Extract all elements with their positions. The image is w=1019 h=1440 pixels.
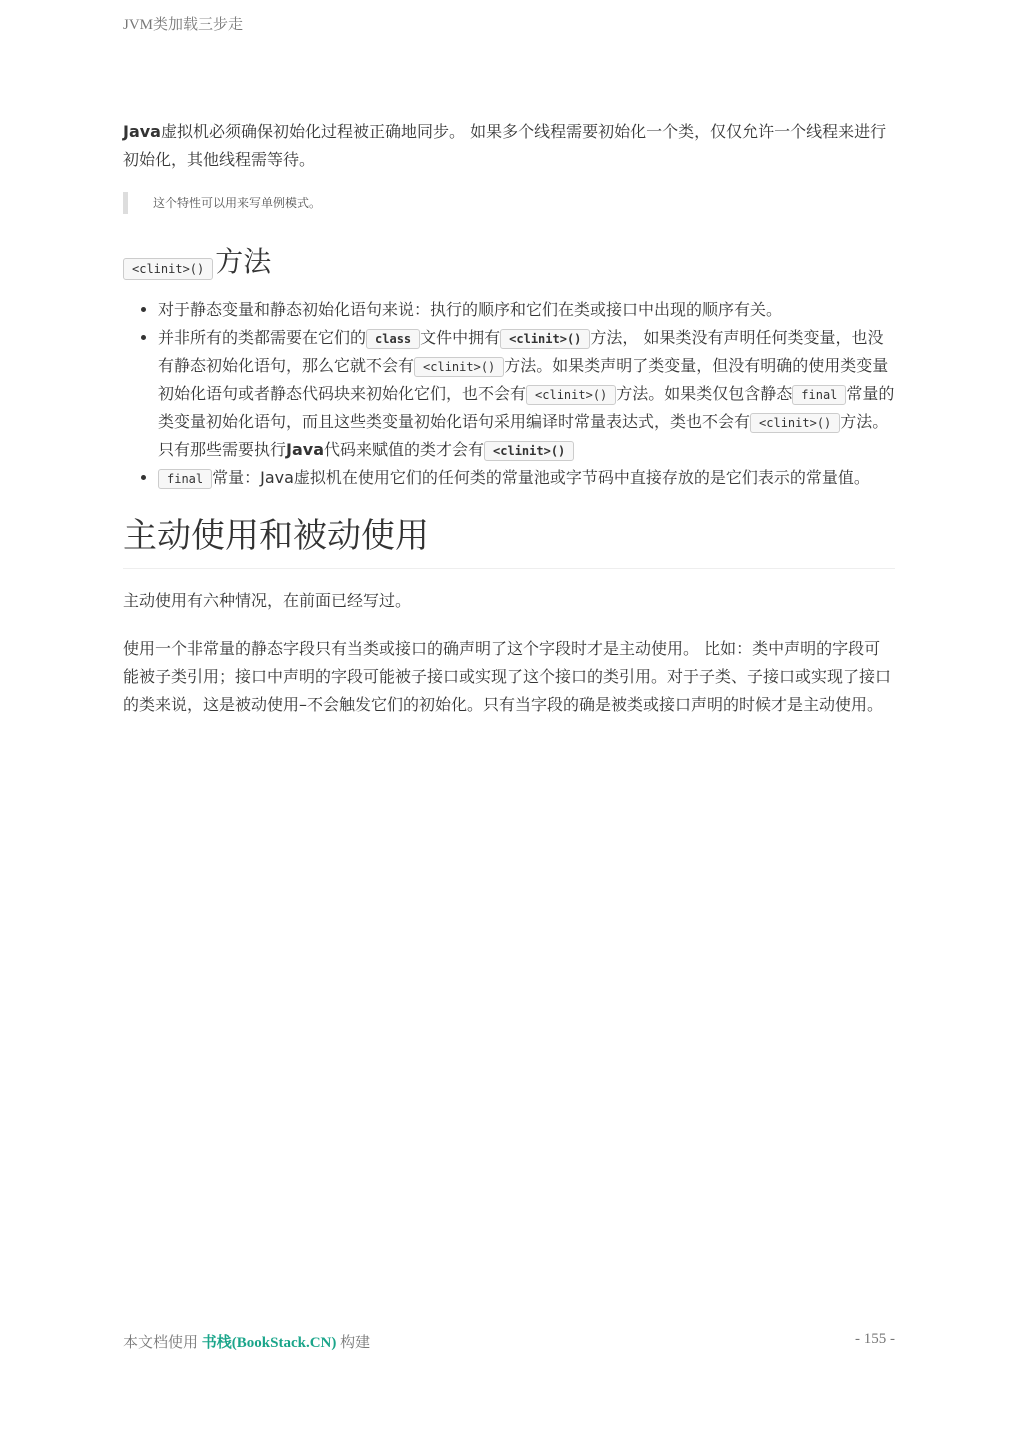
footer-prefix: 本文档使用 [123,1335,202,1351]
list-item-java: Java [286,440,324,459]
clinit-heading [123,240,895,284]
document-body [123,118,895,719]
blockquote: 这个特性可以用来写单例模式。 [123,192,895,214]
clinit-heading-code: <clinit>() [123,258,213,280]
list-item-text: 文件中拥有 [420,328,501,347]
intro-text: 虚拟机必须确保初始化过程被正确地同步。 如果多个线程需要初始化一个类，仅仅允许一个线程来进行初始化，其他线程需等待。 [123,122,887,169]
list-item-text: 常量的类变量初始化语句，而且这些类变量初始化语句采用编译时常量表达式，类也不会有 [158,384,895,431]
list-item-text: 并非所有的类都需要在它们的 [158,328,367,347]
list-item-text: 常量：Java虚拟机在使用它们的任何类的常量池或字节码中直接存放的是它们表示的常量值。 [212,468,870,487]
paragraph: 主动使用有六种情况，在前面已经写过。 [123,591,412,610]
list-item-text: 对于静态变量和静态初始化语句来说：执行的顺序和它们在类或接口中出现的顺序有关。 [158,300,783,319]
clinit-list [123,296,895,492]
list-item-text: 方法。如果类声明了类变量，但没有明确的使用类变量初始化语句或者静态代码块来初始化它们，也不会有 [158,356,889,403]
list-item [158,464,895,492]
clinit-heading-title: 方法 [215,245,272,278]
footer-suffix: 构建 [336,1335,371,1351]
page-footer [123,1331,895,1352]
intro-paragraph [123,118,895,174]
inline-code: class [366,329,420,349]
page-number: - 155 - [855,1331,895,1347]
inline-code: <clinit>() [414,357,504,377]
inline-code: <clinit>() [750,413,840,433]
list-item-text: 代码来赋值的类才会有 [324,440,485,459]
inline-code: final [158,469,212,489]
list-item-text: 方法。只有那些需要执行 [158,412,889,459]
page-header: JVM类加载三步走 [123,17,244,33]
intro-java: Java [123,122,161,141]
list-item [158,324,895,464]
list-item-text: 方法， 如果类没有声明任何类变量，也没有静态初始化语句，那么它就不会有 [158,328,884,375]
inline-code: <clinit>() [526,385,616,405]
inline-code: final [792,385,846,405]
paragraph: 使用一个非常量的静态字段只有当类或接口的确声明了这个字段时才是主动使用。 比如：类中声明的字段可能被子类引用；接口中声明的字段可能被子接口或实现了这个接口的类引用。对于子类、子接口或实现了接口的类来说，这是被动使用–不会触发它们的初始化。只有当字段的确是被类或接口声明的时候才是主动使用。 [123,639,892,714]
inline-code: <clinit>() [484,441,574,461]
list-item-text: 方法。如果类仅包含静态 [616,384,793,403]
section-heading: 主动使用和被动使用 [123,508,895,569]
list-item [158,296,895,324]
inline-code: <clinit>() [500,329,590,349]
bookstack-link[interactable]: 书栈(BookStack.CN) [201,1335,337,1351]
